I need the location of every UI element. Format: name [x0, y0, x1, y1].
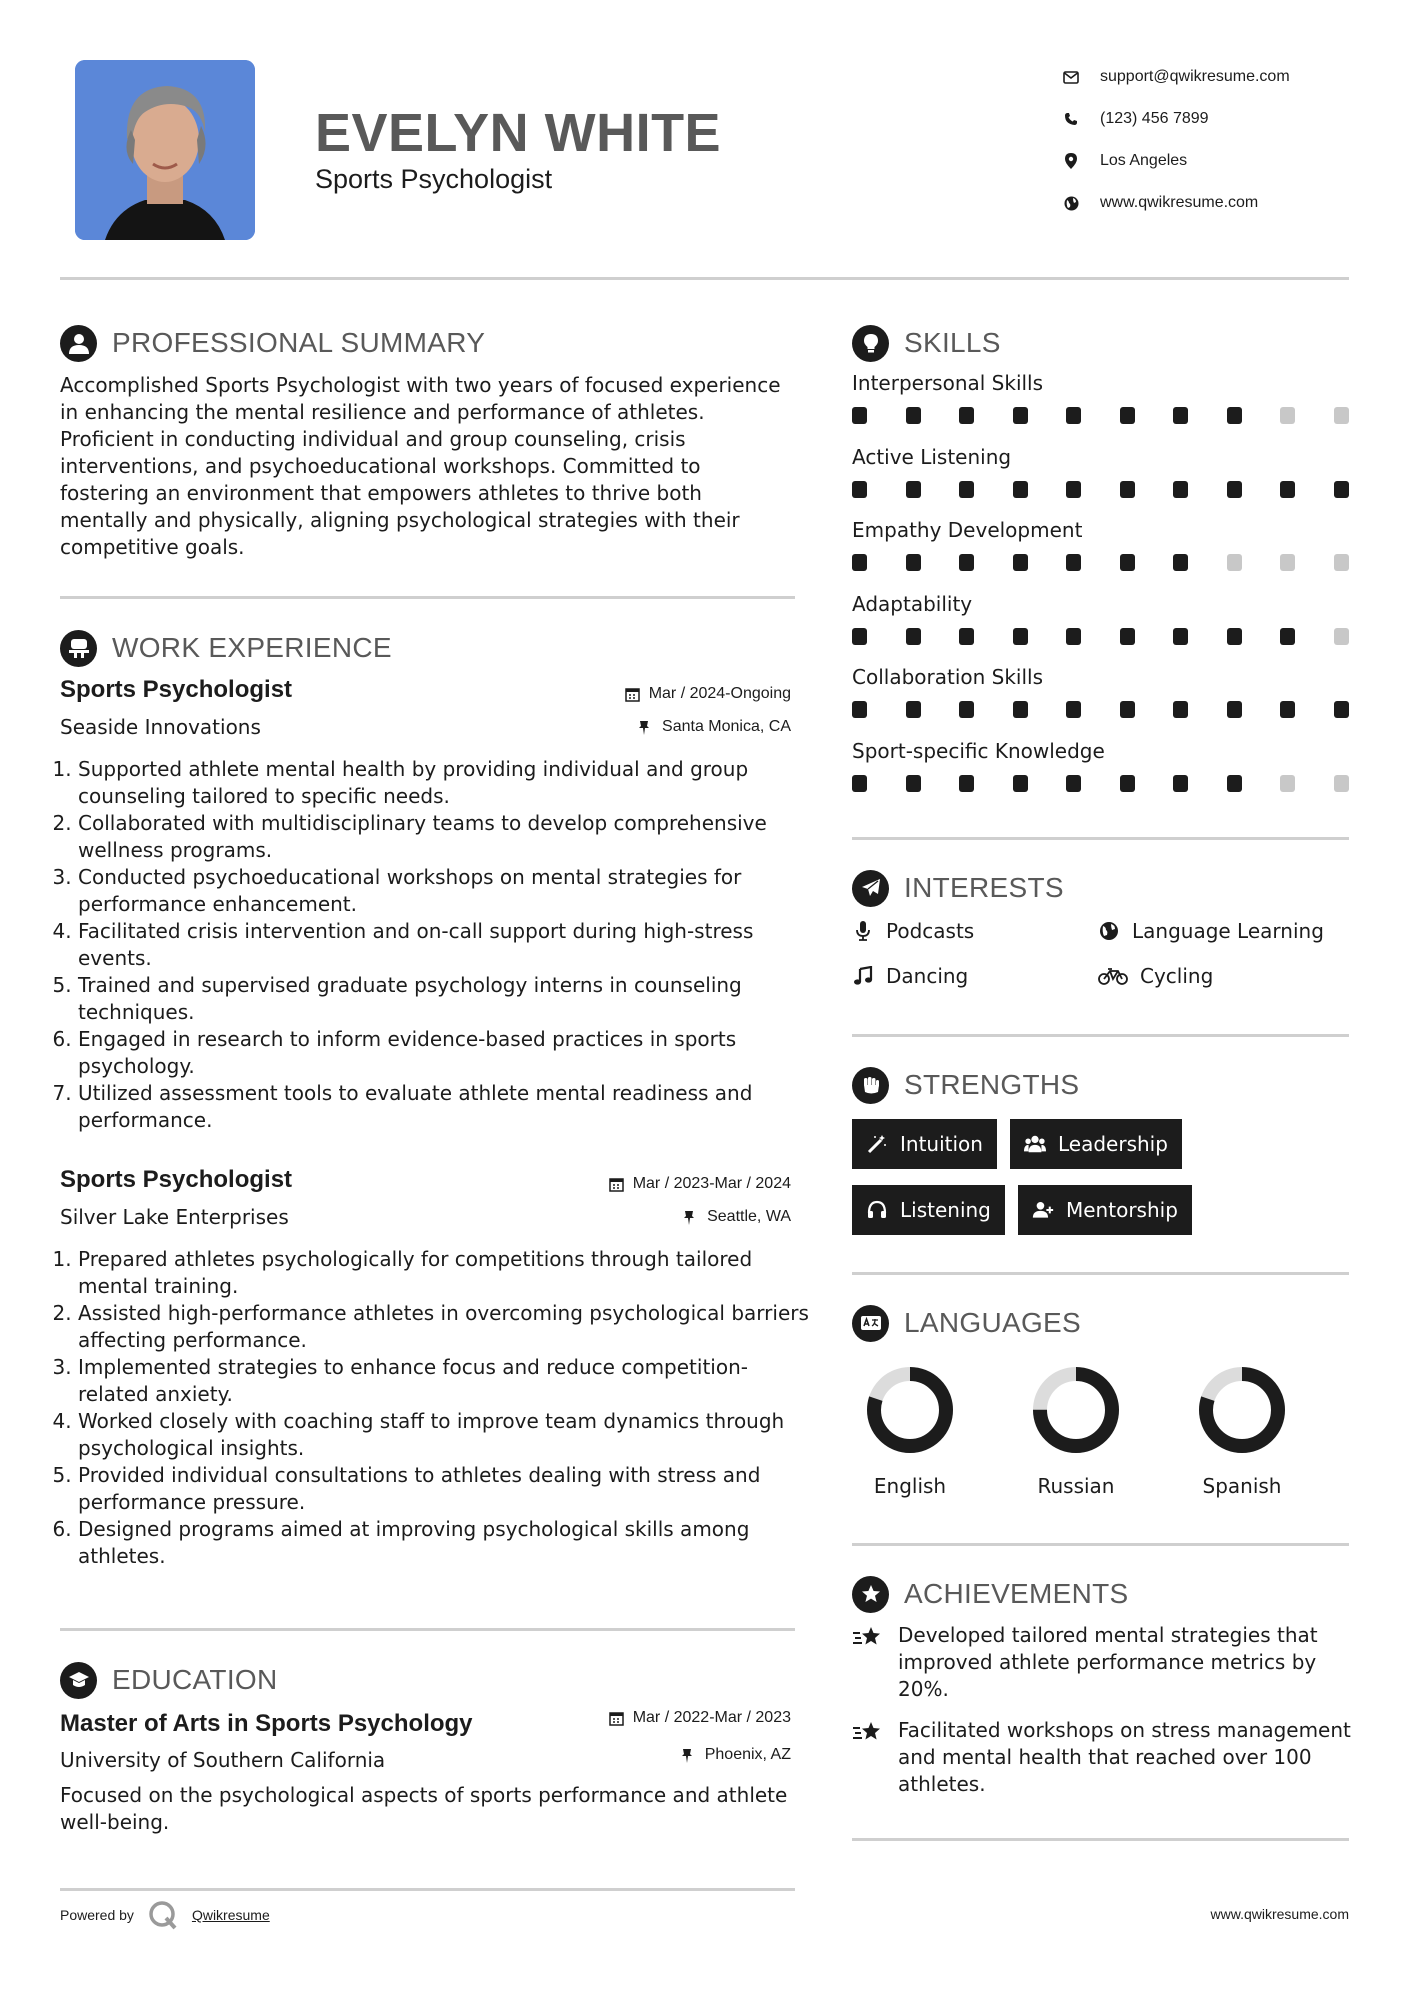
language-level-donut: [1198, 1366, 1286, 1454]
website-text: www.qwikresume.com: [1100, 194, 1259, 211]
interest-label: Cycling: [1140, 964, 1214, 988]
skill-dot: [1066, 701, 1081, 718]
interest-label: Dancing: [886, 964, 969, 988]
skill-dot: [1173, 407, 1188, 424]
job-1-location: [638, 718, 791, 736]
skill-dot: [1334, 554, 1349, 571]
interest-label: Language Learning: [1132, 919, 1324, 943]
skill-dot: [959, 481, 974, 498]
skill-dot: [1227, 775, 1242, 792]
skills-divider: [852, 837, 1349, 840]
skill-dot: [852, 554, 867, 571]
skills-title: SKILLS: [904, 327, 1001, 358]
skill-dot: [959, 554, 974, 571]
footer-url[interactable]: www.qwikresume.com: [1210, 1906, 1349, 1922]
summary-text: Accomplished Sports Psychologist with two years of focused experience in enhancing the mental resilience and performance of athletes. Proficient in conducting individual and group counseling, crisis interventions, and psychoeducational workshops. Committed to fostering an environment that empowers athletes to thrive both mentally and physically, aligning psychological strategies with their competitive goals.: [60, 373, 781, 559]
skill-dot: [1334, 701, 1349, 718]
skill-dot: [959, 701, 974, 718]
school-name: University of Southern California: [60, 1748, 386, 1772]
graduation-icon: [60, 1662, 97, 1699]
strength-chip-mentorship: [1018, 1185, 1192, 1235]
skill-dot: [1066, 775, 1081, 792]
skill-dot: [1066, 481, 1081, 498]
skill-name: Active Listening: [852, 445, 1012, 469]
interest-label: Podcasts: [886, 919, 975, 943]
skill-dot: [1173, 775, 1188, 792]
strength-chip-leadership: [1010, 1119, 1182, 1169]
list-item: 1. Prepared athletes psychologically for competitions through tailored mental training.: [78, 1246, 813, 1300]
languages-title: LANGUAGES: [904, 1307, 1081, 1338]
calendar-icon: [609, 1710, 625, 1726]
music-note-icon: [852, 965, 874, 987]
strengths-title: STRENGTHS: [904, 1069, 1080, 1100]
location-text: Los Angeles: [1100, 152, 1188, 169]
achievements-divider: [852, 1838, 1349, 1841]
education-location: [681, 1746, 791, 1764]
strengths-divider: [852, 1272, 1349, 1275]
skill-dot: [959, 628, 974, 645]
skill-name: Interpersonal Skills: [852, 371, 1044, 395]
skill-name: Sport-specific Knowledge: [852, 739, 1105, 763]
summary-divider: [60, 596, 795, 599]
contact-email[interactable]: [1062, 56, 1290, 98]
skill-dot: [1066, 554, 1081, 571]
skill-dot: [1227, 481, 1242, 498]
skill-rating: [852, 628, 1349, 645]
qwikresume-link[interactable]: Qwikresume: [191, 1907, 270, 1923]
pin-icon: [683, 1209, 699, 1225]
list-item: 3. Conducted psychoeducational workshops on mental strategies for performance enhancement.: [78, 864, 813, 918]
achievement-item: [852, 1717, 1352, 1798]
map-pin-icon: [1062, 152, 1080, 170]
education-description: Focused on the psychological aspects of sports performance and athlete well-being.: [60, 1783, 788, 1834]
language-level-donut: [866, 1366, 954, 1454]
list-item: 2. Collaborated with multidisciplinary teams to develop comprehensive wellness programs.: [78, 810, 813, 864]
powered-by: [60, 1900, 270, 1930]
skill-dot: [1013, 701, 1028, 718]
skill-dot: [906, 481, 921, 498]
strength-label: Leadership: [1058, 1132, 1168, 1156]
list-item: 6. Designed programs aimed at improving psychological skills among athletes.: [78, 1516, 813, 1570]
header-divider: [60, 277, 1349, 280]
skill-dot: [1280, 701, 1295, 718]
skill-dot: [959, 775, 974, 792]
phone-text: (123) 456 7899: [1100, 110, 1209, 127]
skill-rating: [852, 701, 1349, 718]
experience-title: WORK EXPERIENCE: [112, 632, 392, 663]
strength-label: Mentorship: [1066, 1198, 1178, 1222]
skill-dot: [1013, 775, 1028, 792]
achievements-title: ACHIEVEMENTS: [904, 1578, 1129, 1609]
skills-heading: [852, 324, 1001, 362]
skill-dot: [1334, 628, 1349, 645]
interests-title: INTERESTS: [904, 872, 1064, 903]
skill-dot: [1013, 407, 1028, 424]
contact-location: [1062, 140, 1290, 182]
headphones-icon: [866, 1199, 888, 1221]
magic-wand-icon: [866, 1133, 888, 1155]
paper-plane-icon: [852, 870, 889, 907]
strengths-heading: [852, 1066, 1079, 1104]
list-item: 5. Trained and supervised graduate psychology interns in counseling techniques.: [78, 972, 813, 1026]
education-date: [609, 1709, 791, 1727]
strength-label: Listening: [900, 1198, 991, 1222]
contact-block: [1062, 56, 1290, 224]
degree-title: Master of Arts in Sports Psychology: [60, 1710, 473, 1737]
skill-dot: [1227, 554, 1242, 571]
pin-icon: [681, 1747, 697, 1763]
strength-label: Intuition: [900, 1132, 983, 1156]
skill-dot: [1227, 701, 1242, 718]
education-date-text: Mar / 2022-Mar / 2023: [632, 1709, 791, 1726]
skill-dot: [1013, 554, 1028, 571]
skill-dot: [1120, 628, 1135, 645]
lightbulb-icon: [852, 325, 889, 362]
skill-dot: [852, 628, 867, 645]
language-name: Russian: [1037, 1474, 1115, 1498]
fist-icon: [852, 1067, 889, 1104]
skill-dot: [1013, 628, 1028, 645]
skill-dot: [1120, 554, 1135, 571]
users-icon: [1024, 1133, 1046, 1155]
skill-rating: [852, 481, 1349, 498]
list-item: 2. Assisted high-performance athletes in overcoming psychological barriers affecting performance.: [78, 1300, 813, 1354]
education-divider: [60, 1888, 795, 1891]
experience-divider: [60, 1628, 795, 1631]
skill-dot: [1120, 481, 1135, 498]
education-heading: [60, 1661, 278, 1699]
skill-dot: [1280, 775, 1295, 792]
microphone-icon: [852, 920, 874, 942]
skill-dot: [906, 775, 921, 792]
envelope-icon: [1062, 68, 1080, 86]
skill-dot: [1173, 628, 1188, 645]
skill-dot: [1173, 701, 1188, 718]
skill-dot: [1066, 628, 1081, 645]
achievement-text: Developed tailored mental strategies that improved athlete performance metrics by 20%.: [898, 1623, 1318, 1701]
skill-rating: [852, 407, 1349, 424]
job-2-date-text: Mar / 2023-Mar / 2024: [632, 1175, 791, 1192]
summary-title: PROFESSIONAL SUMMARY: [112, 327, 486, 358]
skill-dot: [1280, 407, 1295, 424]
briefcase-icon: [60, 630, 97, 667]
skill-name: Collaboration Skills: [852, 665, 1044, 689]
job-2-company: Silver Lake Enterprises: [60, 1205, 289, 1229]
language-name: Spanish: [1202, 1474, 1282, 1498]
skill-dot: [1280, 628, 1295, 645]
user-icon: [60, 325, 97, 362]
skill-dot: [1120, 701, 1135, 718]
pin-icon: [638, 719, 654, 735]
skill-dot: [852, 701, 867, 718]
interest-dancing: [852, 964, 968, 988]
list-item: 1. Supported athlete mental health by providing individual and group counseling tailored to specific needs.: [78, 756, 813, 810]
skill-dot: [1227, 628, 1242, 645]
translate-icon: [852, 1305, 889, 1342]
language-level-donut: [1032, 1366, 1120, 1454]
skill-dot: [1173, 481, 1188, 498]
achievement-item: [852, 1622, 1352, 1703]
skill-dot: [1120, 775, 1135, 792]
experience-heading: [60, 629, 392, 667]
skill-dot: [1334, 407, 1349, 424]
calendar-icon: [609, 1176, 625, 1192]
skill-name: Empathy Development: [852, 518, 1083, 542]
interest-podcasts: [852, 919, 974, 943]
skill-dot: [1173, 554, 1188, 571]
skill-dot: [959, 407, 974, 424]
qwikresume-logo-icon: [148, 1900, 178, 1930]
job-2-duties: [60, 1246, 813, 1570]
language-item: [1021, 1366, 1131, 1498]
achievements-heading: [852, 1575, 1129, 1613]
skill-dot: [1334, 775, 1349, 792]
languages-heading: [852, 1304, 1081, 1342]
skill-dot: [1334, 481, 1349, 498]
skill-dot: [906, 701, 921, 718]
skill-dot: [1227, 407, 1242, 424]
list-item: 3. Implemented strategies to enhance focus and reduce competition-related anxiety.: [78, 1354, 813, 1408]
skill-dot: [906, 628, 921, 645]
achievement-text: Facilitated workshops on stress management and mental health that reached over 100 athletes.: [898, 1718, 1351, 1796]
shooting-star-icon: [852, 1624, 882, 1654]
language-item: [1187, 1366, 1297, 1498]
profile-photo: [75, 60, 255, 240]
star-badge-icon: [852, 1576, 889, 1613]
job-1-company: Seaside Innovations: [60, 715, 261, 739]
skill-dot: [906, 407, 921, 424]
job-1-title: Sports Psychologist: [60, 676, 293, 703]
interest-cycling: [1098, 964, 1213, 988]
skill-name: Adaptability: [852, 592, 973, 616]
list-item: 6. Engaged in research to inform evidence-based practices in sports psychology.: [78, 1026, 813, 1080]
skill-dot: [1280, 554, 1295, 571]
candidate-name: EVELYN WHITE: [315, 103, 722, 163]
languages-divider: [852, 1543, 1349, 1546]
job-1-duties: [60, 756, 813, 1134]
skill-dot: [906, 554, 921, 571]
skill-rating: [852, 554, 1349, 571]
email-text: support@qwikresume.com: [1100, 68, 1290, 85]
job-2-location-text: Seattle, WA: [707, 1208, 791, 1225]
globe-icon: [1098, 920, 1120, 942]
skill-rating: [852, 775, 1349, 792]
shooting-star-icon: [852, 1719, 882, 1749]
skill-dot: [852, 481, 867, 498]
strength-chip-listening: [852, 1185, 1005, 1235]
list-item: 5. Provided individual consultations to athletes dealing with stress and performance pressure.: [78, 1462, 813, 1516]
phone-icon: [1062, 110, 1080, 128]
candidate-title: Sports Psychologist: [315, 164, 553, 194]
language-item: [855, 1366, 965, 1498]
skill-dot: [852, 775, 867, 792]
globe-icon: [1062, 194, 1080, 212]
skill-dot: [1013, 481, 1028, 498]
skill-dot: [1066, 407, 1081, 424]
summary-heading: [60, 324, 485, 362]
strength-chip-intuition: [852, 1119, 997, 1169]
job-1-location-text: Santa Monica, CA: [662, 718, 791, 735]
bicycle-icon: [1098, 965, 1128, 987]
interest-language-learning: [1098, 919, 1324, 943]
interests-divider: [852, 1034, 1349, 1037]
education-title: EDUCATION: [112, 1664, 278, 1695]
job-1-date: [625, 685, 791, 703]
education-location-text: Phoenix, AZ: [704, 1746, 791, 1763]
job-2-location: [683, 1208, 791, 1226]
list-item: 7. Utilized assessment tools to evaluate athlete mental readiness and performance.: [78, 1080, 813, 1134]
job-1-date-text: Mar / 2024-Ongoing: [648, 685, 791, 702]
skill-dot: [852, 407, 867, 424]
user-plus-icon: [1032, 1199, 1054, 1221]
job-2-title: Sports Psychologist: [60, 1166, 293, 1193]
contact-phone[interactable]: [1062, 98, 1290, 140]
interests-heading: [852, 869, 1064, 907]
skill-dot: [1280, 481, 1295, 498]
calendar-icon: [625, 686, 641, 702]
skill-dot: [1120, 407, 1135, 424]
contact-website[interactable]: [1062, 182, 1290, 224]
language-name: English: [873, 1474, 947, 1498]
list-item: 4. Facilitated crisis intervention and on-call support during high-stress events.: [78, 918, 813, 972]
list-item: 4. Worked closely with coaching staff to improve team dynamics through psychological insights.: [78, 1408, 813, 1462]
job-2-date: [609, 1175, 791, 1193]
powered-by-label: Powered by: [60, 1907, 134, 1923]
